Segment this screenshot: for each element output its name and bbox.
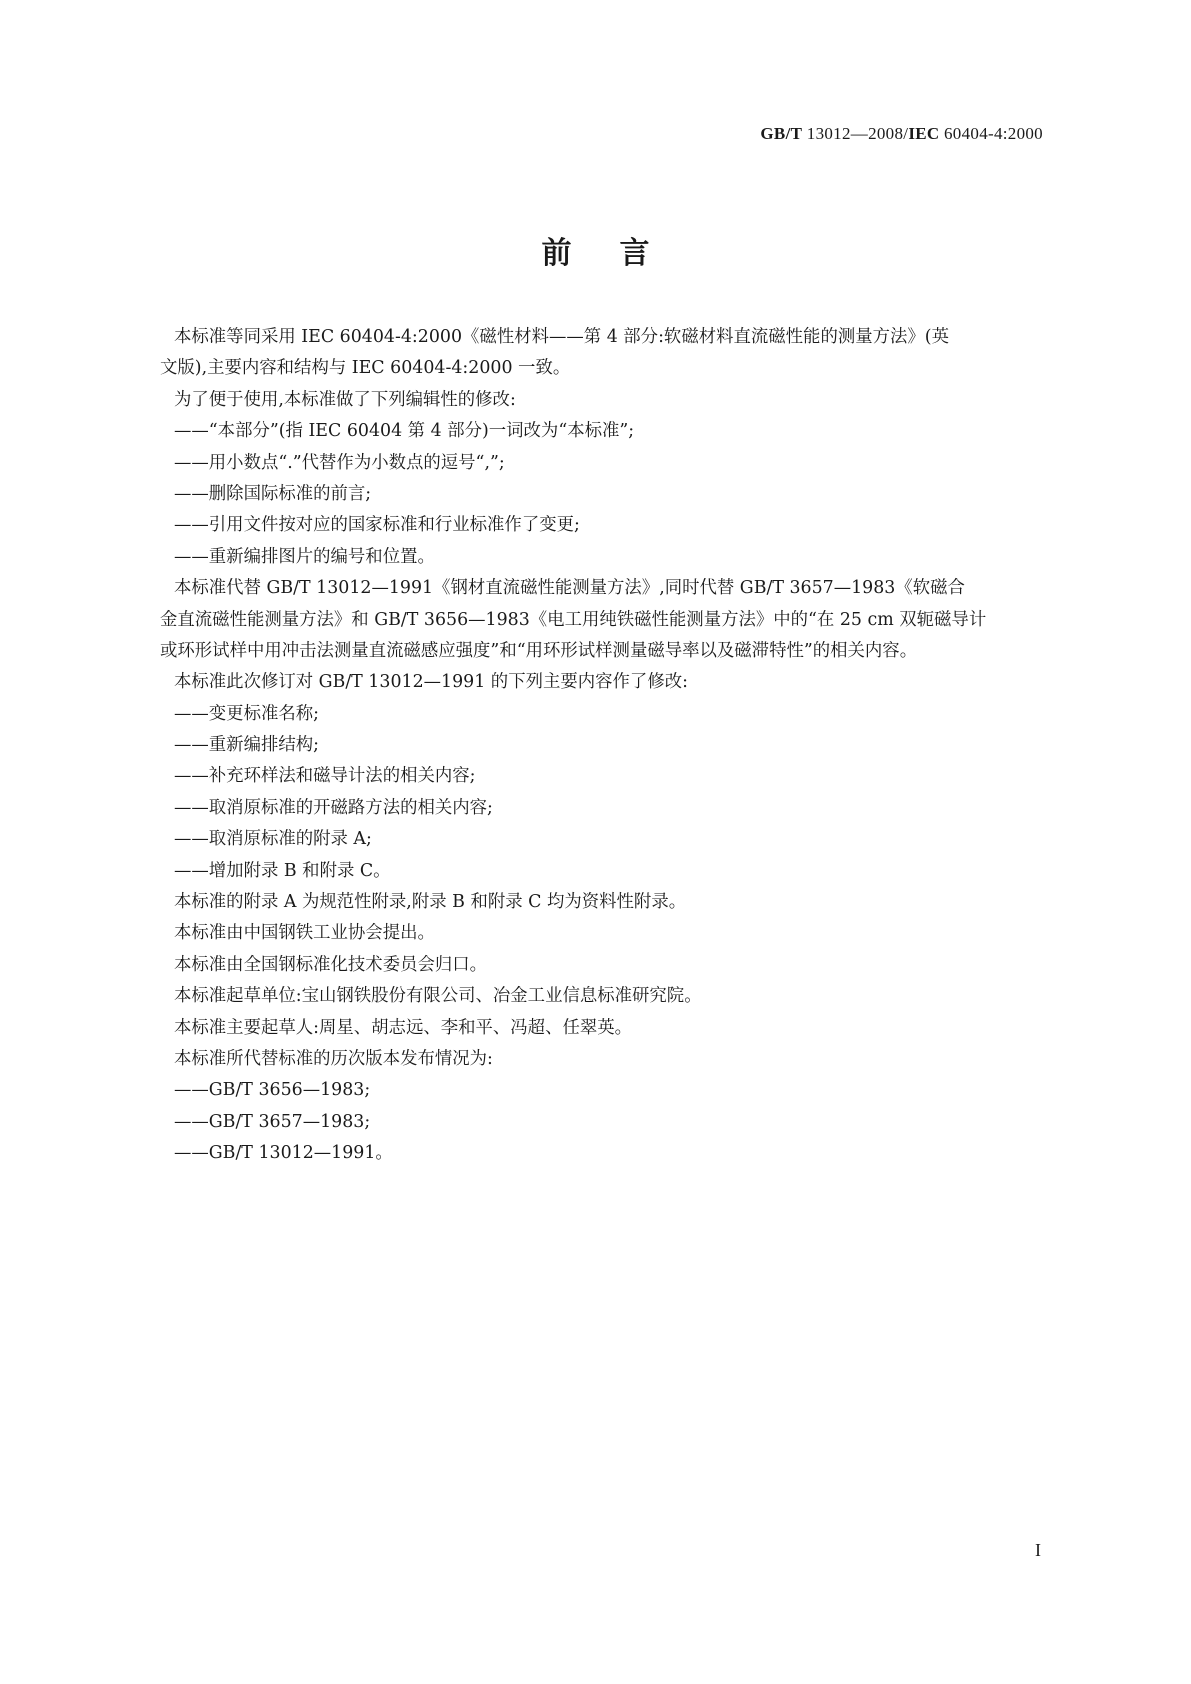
header-iec-number: 60404-4:2000 [939, 124, 1043, 143]
paragraph-line: 本标准起草单位:宝山钢铁股份有限公司、冶金工业信息标准研究院。 [174, 986, 702, 1007]
header-iec: IEC [908, 124, 940, 143]
list-item: ——重新编排图片的编号和位置。 [174, 546, 435, 567]
list-item: ——GB/T 13012—1991。 [174, 1143, 393, 1164]
list-item: ——GB/T 3657—1983; [174, 1111, 371, 1132]
paragraph-line: 本标准代替 GB/T 13012—1991《钢材直流磁性能测量方法》,同时代替 GB/T 3657—1983《软磁合 [174, 578, 965, 599]
header-gbt-number: 13012—2008/ [802, 124, 909, 143]
list-item: ——用小数点“.”代替作为小数点的逗号“,”; [174, 452, 505, 473]
paragraph-line: 本标准此次修订对 GB/T 13012—1991 的下列主要内容作了修改: [174, 672, 688, 693]
header-gbt: GB/T [760, 124, 803, 143]
paragraph-line: 或环形试样中用冲击法测量直流磁感应强度”和“用环形试样测量磁导率以及磁滞特性”的相关内容。 [160, 640, 918, 661]
list-item: ——变更标准名称; [174, 703, 319, 724]
page-number: I [1035, 1540, 1041, 1560]
paragraph-line: 本标准的附录 A 为规范性附录,附录 B 和附录 C 均为资料性附录。 [174, 892, 687, 913]
list-item: ——重新编排结构; [174, 735, 319, 756]
paragraph-line: 本标准等同采用 IEC 60404-4:2000《磁性材料——第 4 部分:软磁材料直流磁性能的测量方法》(英 [174, 327, 949, 347]
list-item: ——取消原标准的开磁路方法的相关内容; [174, 797, 493, 818]
list-item: ——引用文件按对应的国家标准和行业标准作了变更; [174, 515, 580, 536]
list-item: ——“本部分”(指 IEC 60404 第 4 部分)一词改为“本标准”; [174, 421, 635, 442]
list-item: ——补充环样法和磁导计法的相关内容; [174, 766, 476, 787]
page-title: 前言 [541, 236, 698, 271]
standard-number-header [760, 124, 1043, 144]
list-item: ——取消原标准的附录 A; [174, 829, 372, 850]
paragraph-line: 本标准所代替标准的历次版本发布情况为: [174, 1048, 493, 1069]
list-item: ——GB/T 3656—1983; [174, 1080, 371, 1101]
paragraph-line: 金直流磁性能测量方法》和 GB/T 3656—1983《电工用纯铁磁性能测量方法》中的“在 25 cm 双轭磁导计 [160, 609, 987, 630]
paragraph-line: 本标准由中国钢铁工业协会提出。 [174, 923, 435, 944]
list-item: ——增加附录 B 和附录 C。 [174, 860, 391, 881]
paragraph-line: 文版),主要内容和结构与 IEC 60404-4:2000 一致。 [160, 358, 571, 379]
list-item: ——删除国际标准的前言; [174, 483, 372, 504]
paragraph-line: 为了便于使用,本标准做了下列编辑性的修改: [174, 389, 516, 410]
paragraph-line: 本标准主要起草人:周星、胡志远、李和平、冯超、任翠英。 [174, 1017, 633, 1038]
foreword-body [160, 322, 1076, 1170]
paragraph-line: 本标准由全国钢标准化技术委员会归口。 [174, 954, 488, 975]
